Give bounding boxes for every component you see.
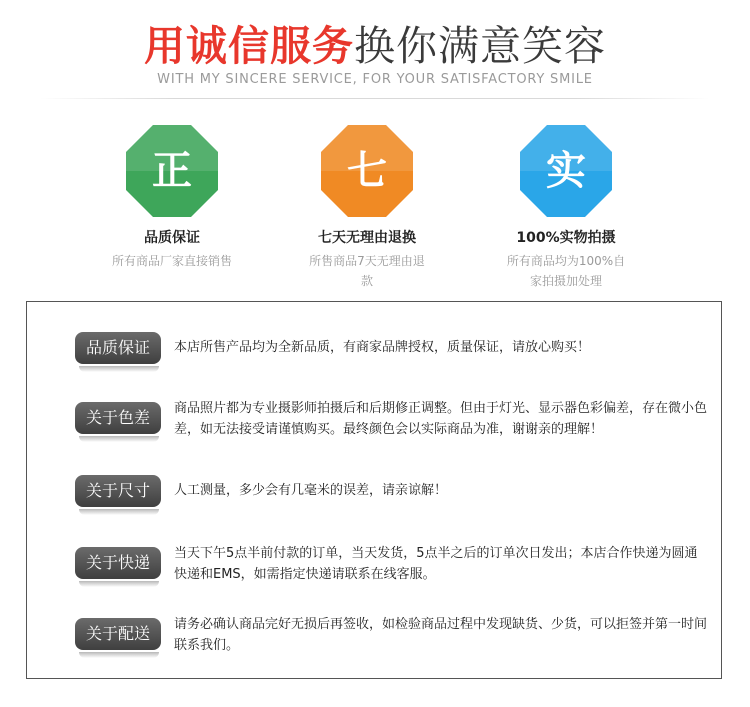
badge-title: 100%实物拍摄 xyxy=(516,230,616,246)
policy-tag-label: 关于色差 xyxy=(85,408,150,427)
badge-real-photo xyxy=(466,125,666,291)
header xyxy=(0,0,750,100)
policy-tag xyxy=(75,618,161,650)
badge-quality xyxy=(72,125,272,271)
policy-tag-label: 品质保证 xyxy=(85,338,150,357)
badge-glyph: 正 xyxy=(152,148,192,194)
policy-tag-label: 关于配送 xyxy=(85,624,150,643)
page-subtitle: WITH MY SINCERE SERVICE, FOR YOUR SATISFACTORY SMILE xyxy=(157,72,593,87)
badge-glyph: 实 xyxy=(546,148,586,194)
badge-desc: 所有商品均为100%自家拍摄加处理 xyxy=(506,254,626,288)
badge-row xyxy=(0,125,750,295)
divider xyxy=(40,98,710,99)
policy-tag xyxy=(75,402,161,434)
title-bold: 用诚信服务 xyxy=(144,22,354,70)
badge-desc: 所有商品厂家直接销售 xyxy=(112,254,233,268)
policy-text: 请务必确认商品完好无损后再签收，如检验商品过程中发现缺货、少货，可以拒签并第一时间联系我们。 xyxy=(174,617,708,653)
policy-tag xyxy=(75,332,161,364)
badge-title: 七天无理由退换 xyxy=(318,230,416,246)
badge-desc: 所售商品7天无理由退款 xyxy=(309,254,425,288)
octagon-badge-icon xyxy=(126,125,218,217)
badge-title: 品质保证 xyxy=(144,230,200,246)
page-title xyxy=(0,22,750,70)
badge-seven-day xyxy=(267,125,467,291)
policy-panel xyxy=(26,301,722,679)
policy-text: 商品照片都为专业摄影师拍摄后和后期修正调整。但由于灯光、显示器色彩偏差，存在微小色差，如无法接受请谨慎购买。最终颜色会以实际商品为准，谢谢亲的理解！ xyxy=(174,401,708,437)
policy-tag xyxy=(75,475,161,507)
title-light: 换你满意笑容 xyxy=(354,22,606,70)
policy-tag-label: 关于快递 xyxy=(85,553,150,572)
policy-text: 人工测量，多少会有几毫米的误差，请亲谅解！ xyxy=(174,483,448,498)
octagon-badge-icon xyxy=(321,125,413,217)
policy-tag-label: 关于尺寸 xyxy=(85,481,150,500)
policy-text: 当天下午5点半前付款的订单，当天发货，5点半之后的订单次日发出；本店合作快递为圆通快递和EMS，如需指定快递请联系在线客服。 xyxy=(174,546,698,582)
policy-text: 本店所售产品均为全新品质，有商家品牌授权，质量保证，请放心购买！ xyxy=(174,340,591,355)
badge-glyph: 七 xyxy=(347,148,387,194)
octagon-badge-icon xyxy=(520,125,612,217)
policy-tag xyxy=(75,547,161,579)
